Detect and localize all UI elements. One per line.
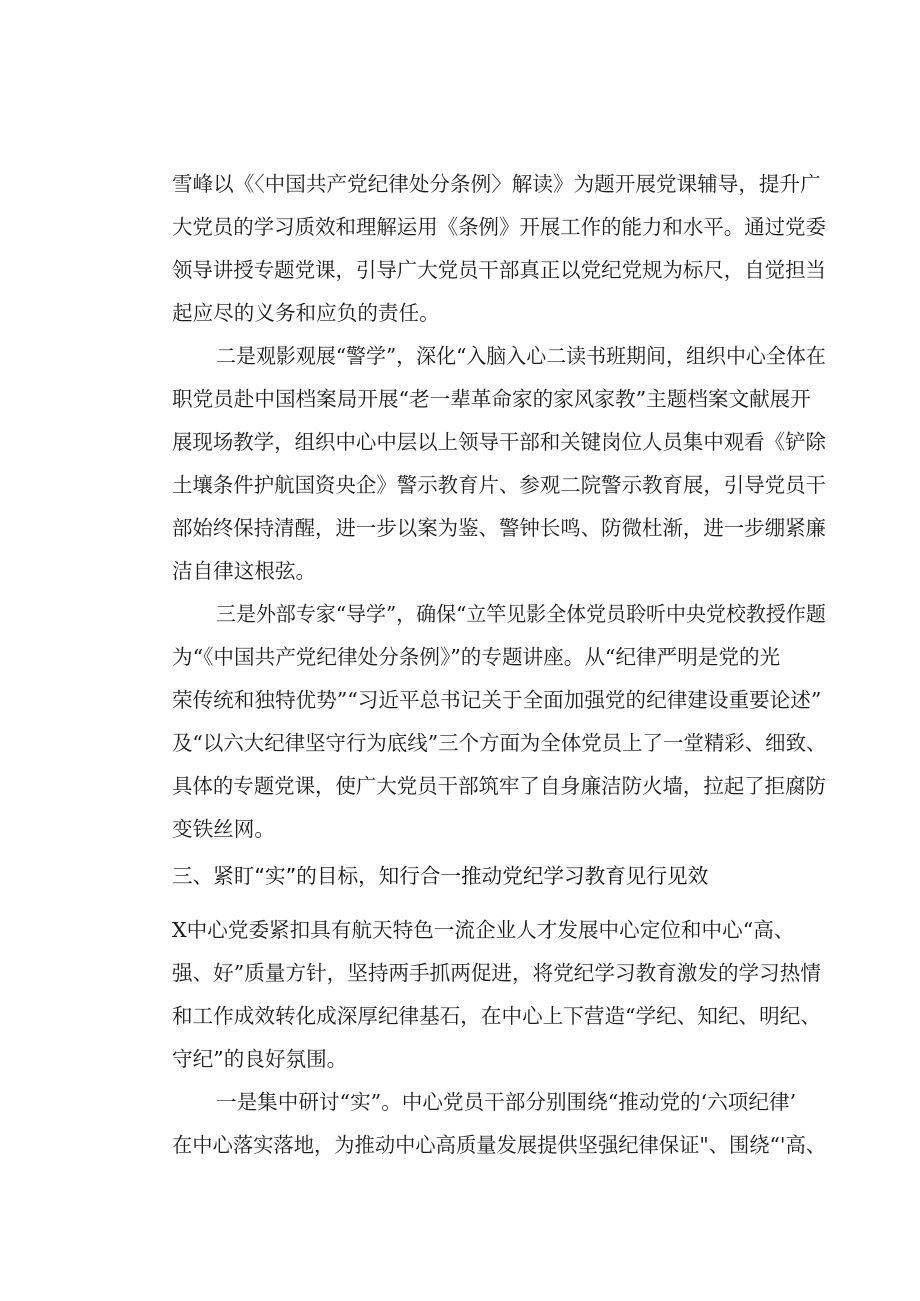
paragraph-line-19: 强、好”质量方针，坚持两手抓两促进，将党纪学习教育激发的学习热情 [172, 961, 821, 985]
paragraph-line-12: 为“《中国共产党纪律处分条例》”的专题讲座。从“纪律严明是党的光 [172, 645, 781, 669]
paragraph-line-18: X中心党委紧扣具有航天特色一流企业人才发展中心定位和中心“高、 [172, 918, 795, 942]
paragraph-line-20: 和工作成效转化成深厚纪律基石，在中心上下营造“学纪、知纪、明纪、 [172, 1004, 821, 1028]
paragraph-line-23: 在中心落实落地，为推动中心高质量发展提供坚强纪律保证"、围绕“'高、 [172, 1133, 827, 1157]
paragraph-line-5: 二是观影观展“警学”，深化“入脑入心二读书班期间，组织中心全体在 [216, 344, 826, 368]
paragraph-line-4: 起应尽的义务和应负的责任。 [172, 301, 440, 325]
section-heading: 三、紧盯“实”的目标，知行合一推动党纪学习教育见行见效 [172, 864, 709, 888]
paragraph-line-8: 土壤条件护航国资央企》警示教育片、参观二院警示教育展，引导党员干 [172, 473, 826, 497]
paragraph-line-2: 大党员的学习质效和理解运用《条例》开展工作的能力和水平。通过党委 [172, 215, 826, 239]
paragraph-line-3: 领导讲授专题党课，引导广大党员干部真正以党纪党规为标尺，自觉担当 [172, 258, 826, 282]
paragraph-line-6: 职党员赴中国档案局开展“老一辈革命家的家风家教”主题档案文献展开 [172, 387, 811, 411]
paragraph-line-1: 雪峰以《〈中国共产党纪律处分条例〉解读》为题开展党课辅导，提升广 [172, 172, 821, 196]
paragraph-line-9: 部始终保持清醒，进一步以案为鉴、警钟长鸣、防微杜渐，进一步绷紧廉 [172, 516, 826, 540]
paragraph-line-7: 展现场教学，组织中心中层以上领导干部和关键岗位人员集中观看《铲除 [172, 430, 826, 454]
paragraph-line-22: 一是集中研讨“实”。中心党员干部分别围绕“推动党的‘六项纪律’ [216, 1090, 797, 1114]
paragraph-line-21: 守纪”的良好氛围。 [172, 1047, 348, 1071]
paragraph-line-10: 洁自律这根弦。 [172, 559, 317, 583]
paragraph-line-11: 三是外部专家“导学”，确保“立竿见影全体党员聆听中央党校教授作题 [216, 602, 826, 626]
paragraph-line-14: 及“以六大纪律坚守行为底线”三个方面为全体党员上了一堂精彩、细致、 [172, 731, 827, 755]
paragraph-line-16: 变铁丝网。 [172, 817, 275, 841]
paragraph-line-13: 荣传统和独特优势”“习近平总书记关于全面加强党的纪律建设重要论述” [172, 688, 822, 712]
paragraph-line-15: 具体的专题党课，使广大党员干部筑牢了自身廉洁防火墙，拉起了拒腐防 [172, 774, 826, 798]
